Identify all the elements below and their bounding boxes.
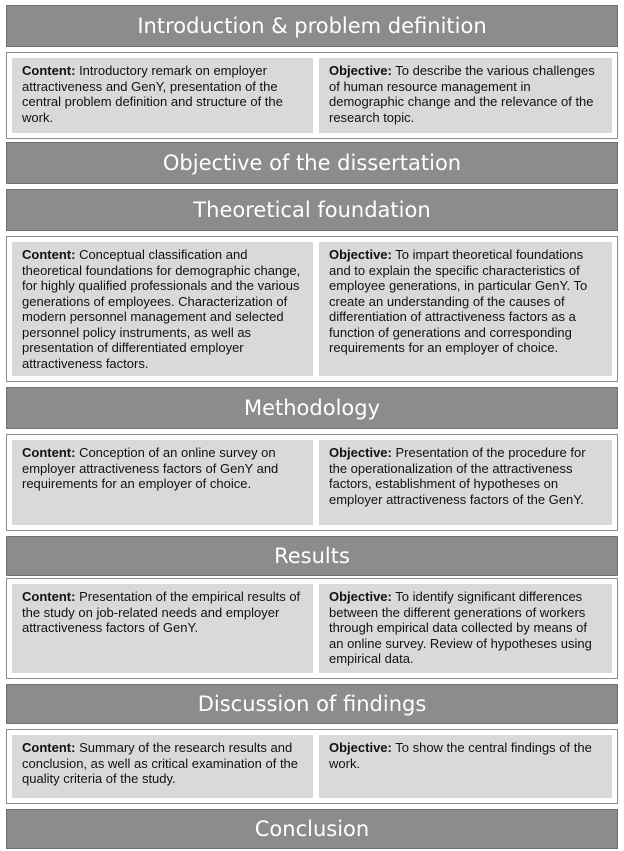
content-label: Content:: [22, 445, 76, 460]
panel-introduction: [6, 52, 618, 139]
introduction-objective-cell: [319, 58, 612, 133]
content-label: Content:: [22, 589, 76, 604]
results-objective-cell: [319, 584, 612, 673]
methodology-objective-cell: [319, 440, 612, 525]
panel-methodology: [6, 434, 618, 531]
panel-discussion: [6, 729, 618, 804]
introduction-content-cell: [12, 58, 313, 133]
results-content-cell: [12, 584, 313, 673]
header-objective-title: Objective of the dissertation: [162, 151, 462, 175]
header-theory: [6, 189, 618, 231]
header-methodology: [6, 387, 618, 429]
objective-label: Objective:: [329, 589, 392, 604]
header-conclusion: [6, 809, 618, 849]
header-introduction-title: Introduction & problem definition: [137, 14, 487, 38]
methodology-objective-text: Presentation of the procedure for the operationalization of the attractiveness factors, establishment of hypotheses on employer attractiveness factors of the GenY.: [329, 445, 586, 507]
objective-label: Objective:: [329, 445, 392, 460]
content-label: Content:: [22, 63, 76, 78]
introduction-objective-text: To describe the various challenges of human resource management in demographic change and the relevance of the research topic.: [329, 63, 595, 125]
results-objective-text: To identify significant differences between the different generations of workers through empirical data collected by means of an online survey. Review of hypotheses using empirical data.: [329, 589, 592, 666]
header-discussion-title: Discussion of findings: [197, 692, 427, 716]
discussion-objective-cell: [319, 735, 612, 798]
discussion-objective-text: To show the central findings of the work.: [329, 740, 592, 771]
header-objective: [6, 142, 618, 184]
theory-objective-cell: [319, 242, 612, 376]
theory-content-text: Conceptual classification and theoretical foundations for demographic change, for highly qualified professionals and the various generations of employees. Characterization of modern personnel management and selected personnel policy instruments, as well as presentation of differentiated employer attractiveness factors.: [22, 247, 301, 371]
panel-theory: [6, 236, 618, 382]
header-discussion: [6, 684, 618, 724]
header-results: [6, 536, 618, 576]
header-theory-title: Theoretical foundation: [193, 198, 431, 222]
header-conclusion-title: Conclusion: [254, 817, 370, 841]
header-methodology-title: Methodology: [243, 396, 381, 420]
methodology-content-text: Conception of an online survey on employer attractiveness factors of GenY and requirements for an employer of choice.: [22, 445, 279, 491]
content-label: Content:: [22, 247, 76, 262]
results-content-text: Presentation of the empirical results of the study on job-related needs and employer attractiveness factors of GenY.: [22, 589, 301, 635]
objective-label: Objective:: [329, 740, 392, 755]
discussion-content-cell: [12, 735, 313, 798]
methodology-content-cell: [12, 440, 313, 525]
introduction-content-text: Introductory remark on employer attractiveness and GenY, presentation of the central problem definition and structure of the work.: [22, 63, 283, 125]
discussion-content-text: Summary of the research results and conclusion, as well as critical examination of the quality criteria of the study.: [22, 740, 299, 786]
header-introduction: [6, 5, 618, 47]
content-label: Content:: [22, 740, 76, 755]
objective-label: Objective:: [329, 247, 392, 262]
objective-label: Objective:: [329, 63, 392, 78]
header-results-title: Results: [274, 544, 350, 568]
panel-results: [6, 578, 618, 679]
theory-content-cell: [12, 242, 313, 376]
theory-objective-text: To impart theoretical foundations and to explain the specific characteristics of employee generations, in particular GenY. To create an understanding of the causes of differentiation of attractiveness factors as a function of generations and corresponding requirements for an employer of choice.: [329, 247, 588, 355]
